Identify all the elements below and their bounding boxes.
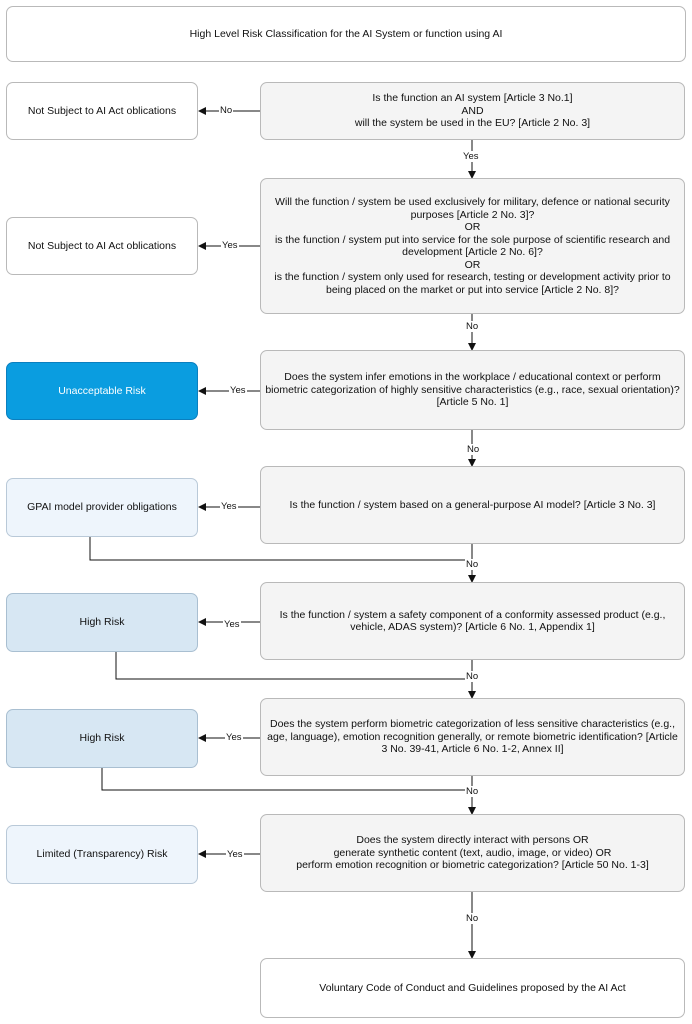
diagram-title [6,6,686,62]
result-high-risk-2 [6,709,198,768]
edge-label-yes: Yes [230,385,246,396]
edge-label-yes: Yes [222,240,238,251]
result-text: High Risk [79,732,125,745]
edge-label-no: No [466,321,479,332]
question-transparency [260,814,685,892]
edge-label-no: No [467,444,480,455]
result-unacceptable-risk [6,362,198,420]
edge-label-yes: Yes [224,619,240,630]
question-text: Is the function / system based on a general-purpose AI model? [Article 3 No. 3] [289,498,656,511]
question-gpai-model [260,466,685,544]
question-prohibited-practices [260,350,685,430]
result-not-subject-1 [6,82,198,140]
edge-label-no: No [466,913,479,924]
edge-label-no: No [220,105,233,116]
question-exclusions [260,178,685,314]
question-text: Will the function / system be used exclusively for military, defence or national security purposes [Article 2 No. 3]? OR is the function / system put into service for the sole purpose of scientific research and development [Article 2 No. 6]? OR is the function / system only used for research, testing or development activity prior to being placed on the market or put into service [Article 2 No. 8]? [274,196,671,296]
result-gpai-obligations [6,478,198,537]
final-text: Voluntary Code of Conduct and Guidelines proposed by the AI Act [319,981,626,994]
edge-label-yes: Yes [221,501,237,512]
edge-label-no: No [466,786,479,797]
question-biometric-less-sensitive [260,698,685,776]
question-text: Does the system directly interact with persons OR generate synthetic content (text, audio, image, or video) OR perform emotion recognition or biometric categorization? [Article 50 No. 1-3] [296,834,649,872]
question-text: Is the function an AI system [Article 3 No.1] AND will the system be used in the EU? [Article 2 No. 3] [354,92,591,130]
edge-label-no: No [466,559,479,570]
question-text: Is the function / system a safety component of a conformity assessed product (e.g., vehicle, ADAS system)? [Article 6 No. 1, Appendix 1] [279,608,666,633]
result-not-subject-2 [6,217,198,275]
result-limited-risk [6,825,198,884]
question-safety-component [260,582,685,660]
final-voluntary-code [260,958,685,1018]
question-text: Does the system perform biometric categorization of less sensitive characteristics (e.g., age, language), emotion recognition generally, or remote biometric identification? [Article 3 No. 39-41, Article 6 No. 1-2, Annex II] [267,718,678,756]
edge-label-yes: Yes [226,732,242,743]
result-high-risk-1 [6,593,198,652]
edge-label-yes: Yes [227,849,243,860]
question-text: Does the system infer emotions in the workplace / educational context or perform biometric categorization of highly sensitive characteristics (e.g., race, sexual orientation)? [Article 5 No. 1] [265,371,680,409]
edge-label-no: No [466,671,479,682]
result-text: Not Subject to AI Act oblications [27,104,177,117]
result-text: GPAI model provider obligations [27,501,177,514]
result-text: High Risk [79,616,125,629]
question-ai-system-eu [260,82,685,140]
result-text: Not Subject to AI Act oblications [27,239,177,252]
edge-label-yes: Yes [463,151,479,162]
result-text: Unacceptable Risk [58,384,146,397]
title-text: High Level Risk Classification for the AI System or function using AI [189,27,503,40]
result-text: Limited (Transparency) Risk [36,848,168,861]
